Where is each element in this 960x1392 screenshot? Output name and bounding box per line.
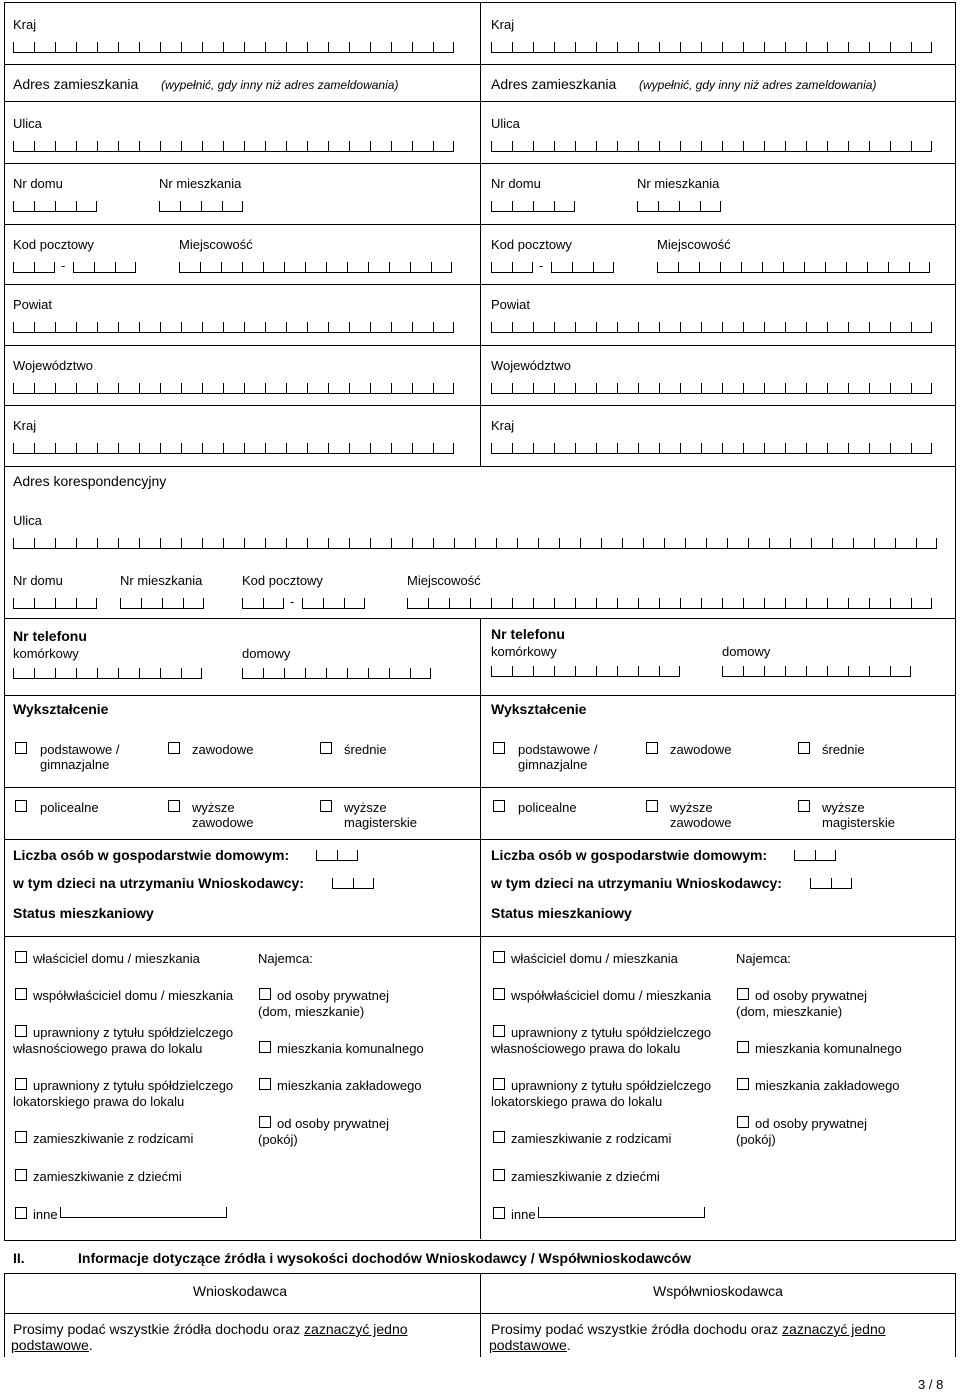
- powiat-field-left[interactable]: [13, 322, 454, 333]
- housing-option: zamieszkiwanie z dziećmi: [511, 1169, 660, 1184]
- note-text: .: [566, 1337, 571, 1353]
- label-miejscowosc: Miejscowość: [657, 237, 731, 252]
- edu-option: wyższe: [192, 800, 235, 815]
- housing-children-checkbox[interactable]: [493, 1169, 505, 1181]
- housing-company-checkbox[interactable]: [737, 1078, 749, 1090]
- nr-domu-field-right[interactable]: [491, 201, 575, 212]
- edu-option: zawodowe: [192, 815, 254, 830]
- row-line: [4, 284, 956, 285]
- housing-owner-checkbox[interactable]: [493, 951, 505, 963]
- edu-option: wyższe: [344, 800, 387, 815]
- kor-nr-domu-field[interactable]: [13, 598, 97, 609]
- column-wspolwnioskodawca: Współwnioskodawca: [653, 1283, 783, 1299]
- note-text: Prosimy podać wszystkie źródła dochodu oraz: [491, 1321, 783, 1337]
- housing-option: od osoby prywatnej: [755, 988, 868, 1003]
- housing-option: zamieszkiwanie z rodzicami: [33, 1131, 194, 1146]
- row-line: [4, 64, 956, 65]
- row-line: [4, 466, 956, 467]
- label-dzieci: w tym dzieci na utrzymaniu Wnioskodawcy:: [491, 875, 782, 891]
- row-line: [4, 345, 956, 346]
- note-underlined: podstawowe: [11, 1337, 89, 1353]
- label-ulica: Ulica: [13, 116, 42, 131]
- housing-option: Najemca:: [736, 951, 791, 966]
- nr-domu-field-left[interactable]: [13, 201, 97, 212]
- label-powiat: Powiat: [491, 297, 531, 312]
- housing-option: własnościowego prawa do lokalu: [13, 1041, 203, 1056]
- edu-option: podstawowe /: [518, 742, 598, 757]
- kod-field-b-left[interactable]: [73, 262, 136, 273]
- nr-mieszkania-field-left[interactable]: [159, 201, 243, 212]
- kor-nr-mieszkania-field[interactable]: [120, 598, 204, 609]
- phone-mobile-field-left[interactable]: [13, 668, 202, 679]
- label-wyksztalcenie: Wykształcenie: [491, 701, 587, 717]
- edu-wyzsze-magisterskie-checkbox[interactable]: [320, 800, 332, 812]
- kor-miejscowosc-field[interactable]: [407, 598, 932, 609]
- housing-private-room-checkbox[interactable]: [737, 1116, 749, 1128]
- housing-option: (pokój): [736, 1132, 776, 1147]
- housing-private-house-checkbox[interactable]: [737, 988, 749, 1000]
- edu-option: gimnazjalne: [40, 757, 110, 772]
- housing-option: uprawniony z tytułu spółdzielczego: [33, 1078, 234, 1093]
- edu-zawodowe-checkbox[interactable]: [646, 742, 658, 754]
- edu-srednie-checkbox[interactable]: [798, 742, 810, 754]
- table-border-left: [4, 1313, 5, 1357]
- note-text: .: [88, 1337, 93, 1353]
- label-liczba-osob: Liczba osób w gospodarstwie domowym:: [13, 847, 290, 863]
- label-ulica: Ulica: [491, 116, 520, 131]
- housing-option: właściciel domu / mieszkania: [511, 951, 678, 966]
- kod-field-b-right[interactable]: [551, 262, 614, 273]
- label-kod-pocztowy: Kod pocztowy: [242, 573, 323, 588]
- edu-policealne-checkbox[interactable]: [493, 800, 505, 812]
- housing-option: lokatorskiego prawa do lokalu: [491, 1094, 663, 1109]
- label-wyksztalcenie: Wykształcenie: [13, 701, 109, 717]
- edu-wyzsze-magisterskie-checkbox[interactable]: [798, 800, 810, 812]
- wojewodztwo-field-right[interactable]: [491, 383, 932, 394]
- row-line: [4, 936, 956, 937]
- housing-option: mieszkania komunalnego: [755, 1041, 902, 1056]
- edu-option: policealne: [518, 800, 577, 815]
- label-powiat: Powiat: [13, 297, 53, 312]
- housing-option: (dom, mieszkanie): [736, 1004, 843, 1019]
- housing-co-owner-checkbox[interactable]: [493, 988, 505, 1000]
- label-status-mieszkaniowy: Status mieszkaniowy: [491, 905, 632, 921]
- note-underlined: zaznaczyć jedno: [782, 1321, 886, 1337]
- housing-municipal-checkbox[interactable]: [737, 1041, 749, 1053]
- address-note: (wypełnić, gdy inny niż adres zameldowania): [639, 78, 877, 92]
- housing-parents-checkbox[interactable]: [493, 1131, 505, 1143]
- column-divider: [480, 2, 481, 466]
- wojewodztwo-field-left[interactable]: [13, 383, 454, 394]
- miejscowosc-field-right[interactable]: [657, 262, 930, 273]
- label-kraj: Kraj: [13, 418, 37, 433]
- label-status-mieszkaniowy: Status mieszkaniowy: [13, 905, 154, 921]
- ulica-field-left[interactable]: [13, 141, 454, 152]
- row-line: [4, 163, 956, 164]
- kraj-field-left[interactable]: [13, 42, 454, 53]
- kraj-field-2-left[interactable]: [13, 443, 454, 454]
- row-line: [4, 839, 956, 840]
- edu-option: średnie: [344, 742, 387, 757]
- housing-option: inne: [33, 1207, 58, 1222]
- label-nr-domu: Nr domu: [13, 176, 63, 191]
- housing-other-checkbox[interactable]: [15, 1207, 27, 1219]
- housing-option: zamieszkiwanie z rodzicami: [511, 1131, 672, 1146]
- phone-home-field-left[interactable]: [242, 668, 431, 679]
- edu-option: magisterskie: [344, 815, 417, 830]
- dzieci-field-right[interactable]: [810, 878, 852, 889]
- label-miejscowosc: Miejscowość: [407, 573, 481, 588]
- column-wnioskodawca: Wnioskodawca: [192, 1283, 288, 1299]
- housing-coop-tenant-checkbox[interactable]: [493, 1078, 505, 1090]
- address-note: (wypełnić, gdy inny niż adres zameldowania): [161, 78, 399, 92]
- edu-option: średnie: [822, 742, 865, 757]
- miejscowosc-field-left[interactable]: [179, 262, 452, 273]
- housing-company-checkbox[interactable]: [259, 1078, 271, 1090]
- row-line: [4, 1273, 956, 1274]
- label-nr-telefonu: Nr telefonu: [491, 626, 565, 642]
- kraj-field-2-right[interactable]: [491, 443, 932, 454]
- housing-option: Najemca:: [258, 951, 313, 966]
- dash-separator: -: [61, 258, 66, 273]
- income-note-left: [13, 1322, 408, 1337]
- housing-coop-own-checkbox[interactable]: [15, 1025, 27, 1037]
- housing-private-room-checkbox[interactable]: [259, 1116, 271, 1128]
- housing-option: od osoby prywatnej: [277, 988, 390, 1003]
- label-nr-mieszkania: Nr mieszkania: [120, 573, 203, 588]
- label-komorkowy: komórkowy: [13, 646, 79, 661]
- label-domowy: domowy: [242, 646, 291, 661]
- edu-option: podstawowe /: [40, 742, 120, 757]
- ulica-field-right[interactable]: [491, 141, 932, 152]
- edu-option: wyższe: [670, 800, 713, 815]
- column-divider: [480, 1313, 481, 1357]
- label-nr-mieszkania: Nr mieszkania: [637, 176, 720, 191]
- housing-option: uprawniony z tytułu spółdzielczego: [511, 1078, 712, 1093]
- kor-ulica-field[interactable]: [13, 538, 937, 549]
- section-adres-zamieszkania: Adres zamieszkania: [13, 76, 139, 92]
- label-kraj: Kraj: [491, 418, 515, 433]
- edu-option: zawodowe: [192, 742, 254, 757]
- phone-home-field-right[interactable]: [722, 666, 911, 677]
- edu-policealne-checkbox[interactable]: [15, 800, 27, 812]
- kor-kod-field-b[interactable]: [302, 598, 365, 609]
- housing-parents-checkbox[interactable]: [15, 1131, 27, 1143]
- label-nr-domu: Nr domu: [13, 573, 63, 588]
- housing-option: od osoby prywatnej: [277, 1116, 390, 1131]
- table-border-right: [955, 2, 956, 1240]
- phone-mobile-field-right[interactable]: [491, 666, 680, 677]
- edu-option: zawodowe: [670, 815, 732, 830]
- housing-option: zamieszkiwanie z dziećmi: [33, 1169, 182, 1184]
- label-komorkowy: komórkowy: [491, 644, 557, 659]
- housing-option: współwłaściciel domu / mieszkania: [33, 988, 234, 1003]
- powiat-field-right[interactable]: [491, 322, 932, 333]
- housing-option: własnościowego prawa do lokalu: [491, 1041, 681, 1056]
- housing-option: właściciel domu / mieszkania: [33, 951, 200, 966]
- dash-separator: -: [290, 594, 295, 609]
- income-note-line2-left: [11, 1338, 93, 1353]
- note-underlined: zaznaczyć jedno: [304, 1321, 408, 1337]
- housing-option: od osoby prywatnej: [755, 1116, 868, 1131]
- housing-other-checkbox[interactable]: [493, 1207, 505, 1219]
- edu-podstawowe-checkbox[interactable]: [15, 742, 27, 754]
- section-title: Informacje dotyczące źródła i wysokości dochodów Wnioskodawcy / Współwnioskodawców: [78, 1250, 692, 1266]
- housing-option: inne: [511, 1207, 536, 1222]
- housing-option: lokatorskiego prawa do lokalu: [13, 1094, 185, 1109]
- edu-wyzsze-zawodowe-checkbox[interactable]: [168, 800, 180, 812]
- dzieci-field-left[interactable]: [332, 878, 374, 889]
- kod-field-a-right[interactable]: [491, 262, 533, 273]
- liczba-osob-field-right[interactable]: [794, 850, 836, 861]
- housing-option: mieszkania komunalnego: [277, 1041, 424, 1056]
- column-divider: [480, 618, 481, 1239]
- label-nr-telefonu: Nr telefonu: [13, 628, 87, 644]
- note-text: Prosimy podać wszystkie źródła dochodu oraz: [13, 1321, 305, 1337]
- kod-field-a-left[interactable]: [13, 262, 55, 273]
- row-line: [4, 695, 956, 696]
- row-line: [4, 405, 956, 406]
- label-ulica: Ulica: [13, 513, 42, 528]
- liczba-osob-field-left[interactable]: [316, 850, 358, 861]
- housing-municipal-checkbox[interactable]: [259, 1041, 271, 1053]
- row-line: [4, 1240, 956, 1241]
- income-note-right: [491, 1322, 886, 1337]
- row-line: [4, 618, 956, 619]
- housing-private-house-checkbox[interactable]: [259, 988, 271, 1000]
- edu-option: wyższe: [822, 800, 865, 815]
- note-underlined: podstawowe: [489, 1337, 567, 1353]
- housing-co-owner-checkbox[interactable]: [15, 988, 27, 1000]
- edu-srednie-checkbox[interactable]: [320, 742, 332, 754]
- edu-zawodowe-checkbox[interactable]: [168, 742, 180, 754]
- row-line: [4, 787, 956, 788]
- housing-coop-tenant-checkbox[interactable]: [15, 1078, 27, 1090]
- edu-option: gimnazjalne: [518, 757, 588, 772]
- kor-kod-field-a[interactable]: [242, 598, 284, 609]
- housing-option: uprawniony z tytułu spółdzielczego: [33, 1025, 234, 1040]
- other-input[interactable]: [60, 1207, 227, 1218]
- label-kod-pocztowy: Kod pocztowy: [491, 237, 572, 252]
- edu-wyzsze-zawodowe-checkbox[interactable]: [646, 800, 658, 812]
- edu-option: zawodowe: [670, 742, 732, 757]
- dash-separator: -: [539, 258, 544, 273]
- label-wojewodztwo: Województwo: [13, 358, 93, 373]
- page-number: 3 / 8: [918, 1377, 944, 1392]
- edu-option: magisterskie: [822, 815, 895, 830]
- label-dzieci: w tym dzieci na utrzymaniu Wnioskodawcy:: [13, 875, 304, 891]
- row-line: [4, 224, 956, 225]
- label-domowy: domowy: [722, 644, 771, 659]
- label-kraj: Kraj: [491, 17, 515, 32]
- housing-coop-own-checkbox[interactable]: [493, 1025, 505, 1037]
- label-kraj: Kraj: [13, 17, 37, 32]
- label-nr-mieszkania: Nr mieszkania: [159, 176, 242, 191]
- housing-option: mieszkania zakładowego: [277, 1078, 422, 1093]
- label-nr-domu: Nr domu: [491, 176, 541, 191]
- row-line: [4, 101, 956, 102]
- nr-mieszkania-field-right[interactable]: [637, 201, 721, 212]
- housing-owner-checkbox[interactable]: [15, 951, 27, 963]
- table-border-left: [4, 2, 5, 1240]
- housing-option: (pokój): [258, 1132, 298, 1147]
- label-kod-pocztowy: Kod pocztowy: [13, 237, 94, 252]
- label-wojewodztwo: Województwo: [491, 358, 571, 373]
- housing-option: (dom, mieszkanie): [258, 1004, 365, 1019]
- section-number: II.: [13, 1250, 25, 1266]
- housing-children-checkbox[interactable]: [15, 1169, 27, 1181]
- section-adres-korespondencyjny: Adres korespondencyjny: [13, 473, 167, 489]
- housing-option: współwłaściciel domu / mieszkania: [511, 988, 712, 1003]
- section-adres-zamieszkania: Adres zamieszkania: [491, 76, 617, 92]
- income-note-line2-right: [489, 1338, 571, 1353]
- label-liczba-osob: Liczba osób w gospodarstwie domowym:: [491, 847, 768, 863]
- other-input[interactable]: [538, 1207, 705, 1218]
- housing-option: mieszkania zakładowego: [755, 1078, 900, 1093]
- label-miejscowosc: Miejscowość: [179, 237, 253, 252]
- housing-option: uprawniony z tytułu spółdzielczego: [511, 1025, 712, 1040]
- edu-podstawowe-checkbox[interactable]: [493, 742, 505, 754]
- edu-option: policealne: [40, 800, 99, 815]
- kraj-field-right[interactable]: [491, 42, 932, 53]
